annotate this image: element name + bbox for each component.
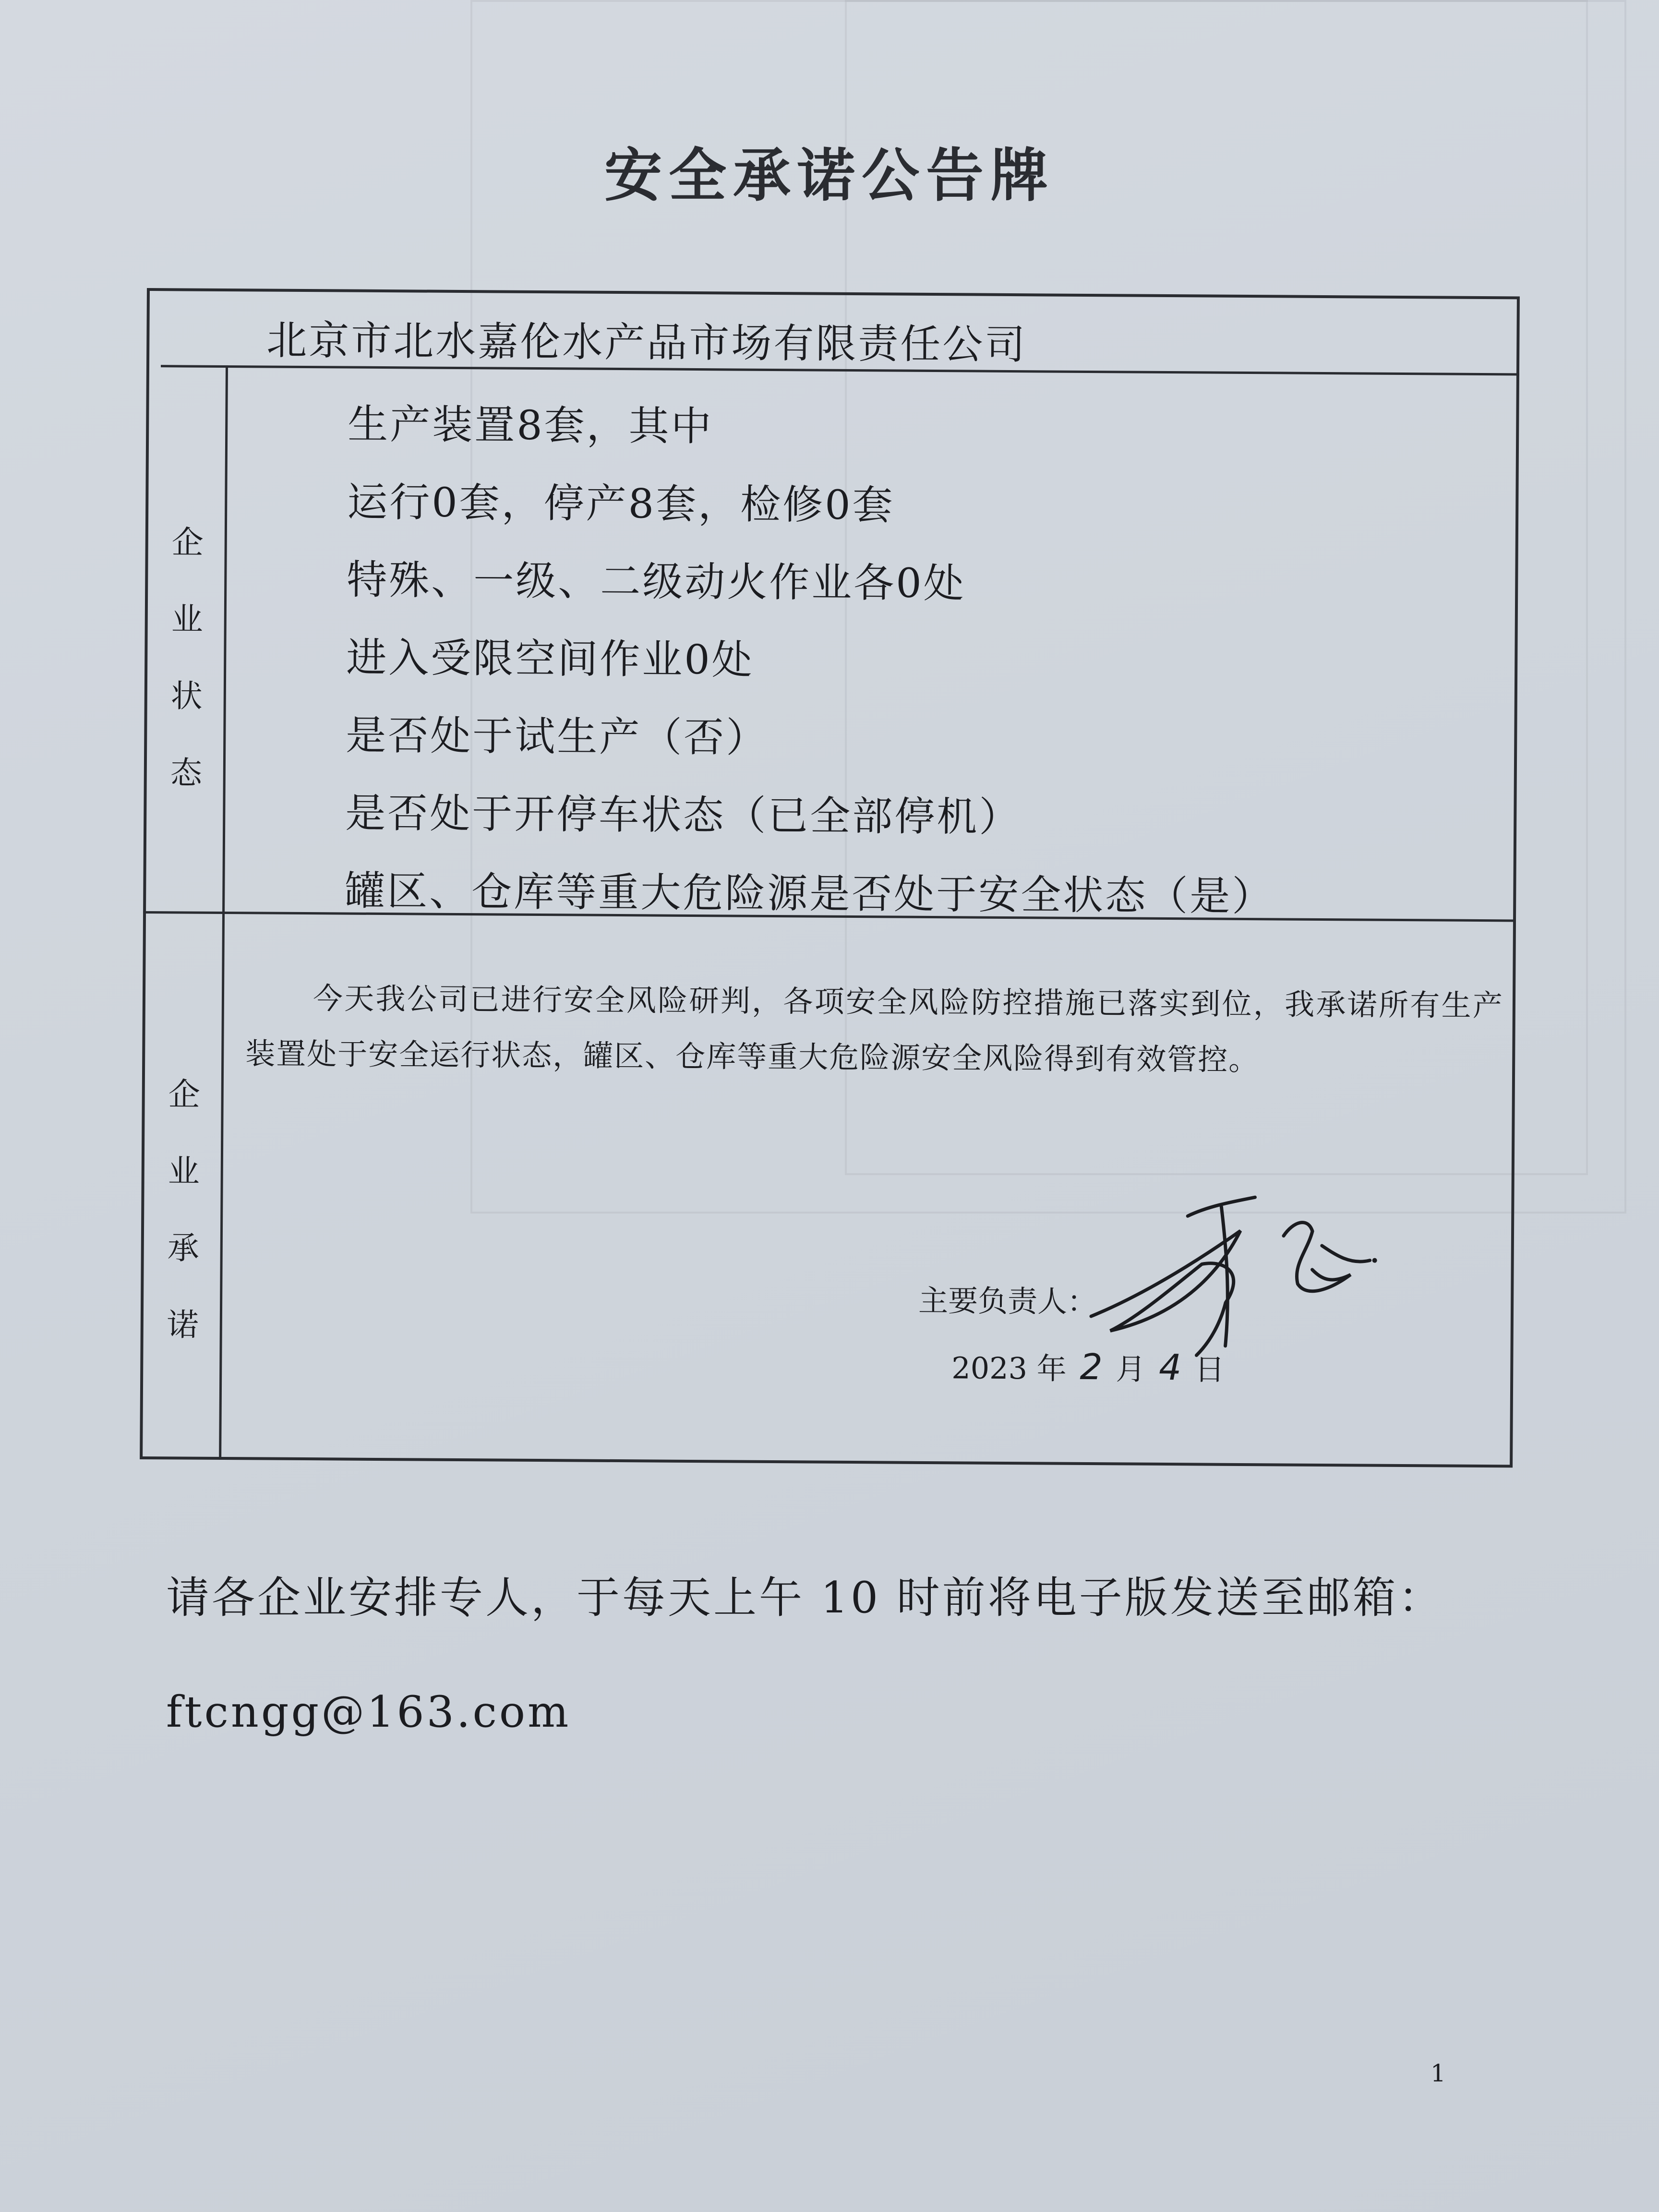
signer-label: 主要负责人：	[918, 1283, 1097, 1320]
label-char: 态	[170, 754, 203, 792]
page-number: 1	[1431, 2059, 1446, 2087]
date-month-unit: 月	[1116, 1351, 1146, 1387]
date-day: 4	[1158, 1346, 1182, 1389]
submission-notice: 请各企业安排专人，于每天上午 10 时前将电子版发送至邮箱：ftcngg@163.com	[166, 1573, 1444, 1737]
label-char: 业	[171, 601, 204, 638]
label-char: 承	[167, 1229, 200, 1267]
status-line: 特殊、一级、二级动火作业各0处	[346, 556, 966, 607]
company-row	[161, 288, 1520, 375]
status-line: 罐区、仓库等重大危险源是否处于安全状态（是）	[345, 867, 1274, 920]
status-list	[345, 385, 1277, 936]
promise-section-label	[154, 1056, 213, 1364]
label-char: 业	[168, 1153, 200, 1190]
date-day-unit: 日	[1194, 1352, 1225, 1387]
status-line: 是否处于试生产（否）	[346, 711, 769, 761]
date-month: 2	[1080, 1346, 1103, 1388]
promise-text: 今天我公司已进行安全风险研判，各项安全风险防控措施已落实到位，我承诺所有生产装置处于安全运行状态，罐区、仓库等重大危险源安全风险得到有效管控。	[245, 981, 1504, 1078]
label-char: 诺	[167, 1306, 199, 1344]
label-char: 状	[170, 677, 203, 715]
status-line: 进入受限空间作业0处	[346, 634, 755, 684]
status-line: 是否处于开停车状态（已全部停机）	[345, 789, 1022, 841]
page-title: 安全承诺公告牌	[604, 143, 1055, 209]
status-line: 生产装置8套，其中	[347, 400, 714, 450]
status-section-label	[157, 504, 216, 812]
label-char: 企	[171, 524, 204, 561]
handwritten-signature	[1081, 1187, 1389, 1361]
date-year: 2023	[951, 1350, 1028, 1386]
status-line: 运行0套，停产8套，检修0套	[347, 478, 895, 529]
sign-date	[951, 1344, 1225, 1388]
commitment-table	[140, 288, 1520, 1467]
date-year-unit: 年	[1036, 1351, 1067, 1386]
label-char: 企	[168, 1076, 200, 1113]
company-name: 北京市北水嘉伦水产品市场有限责任公司	[266, 316, 1027, 369]
